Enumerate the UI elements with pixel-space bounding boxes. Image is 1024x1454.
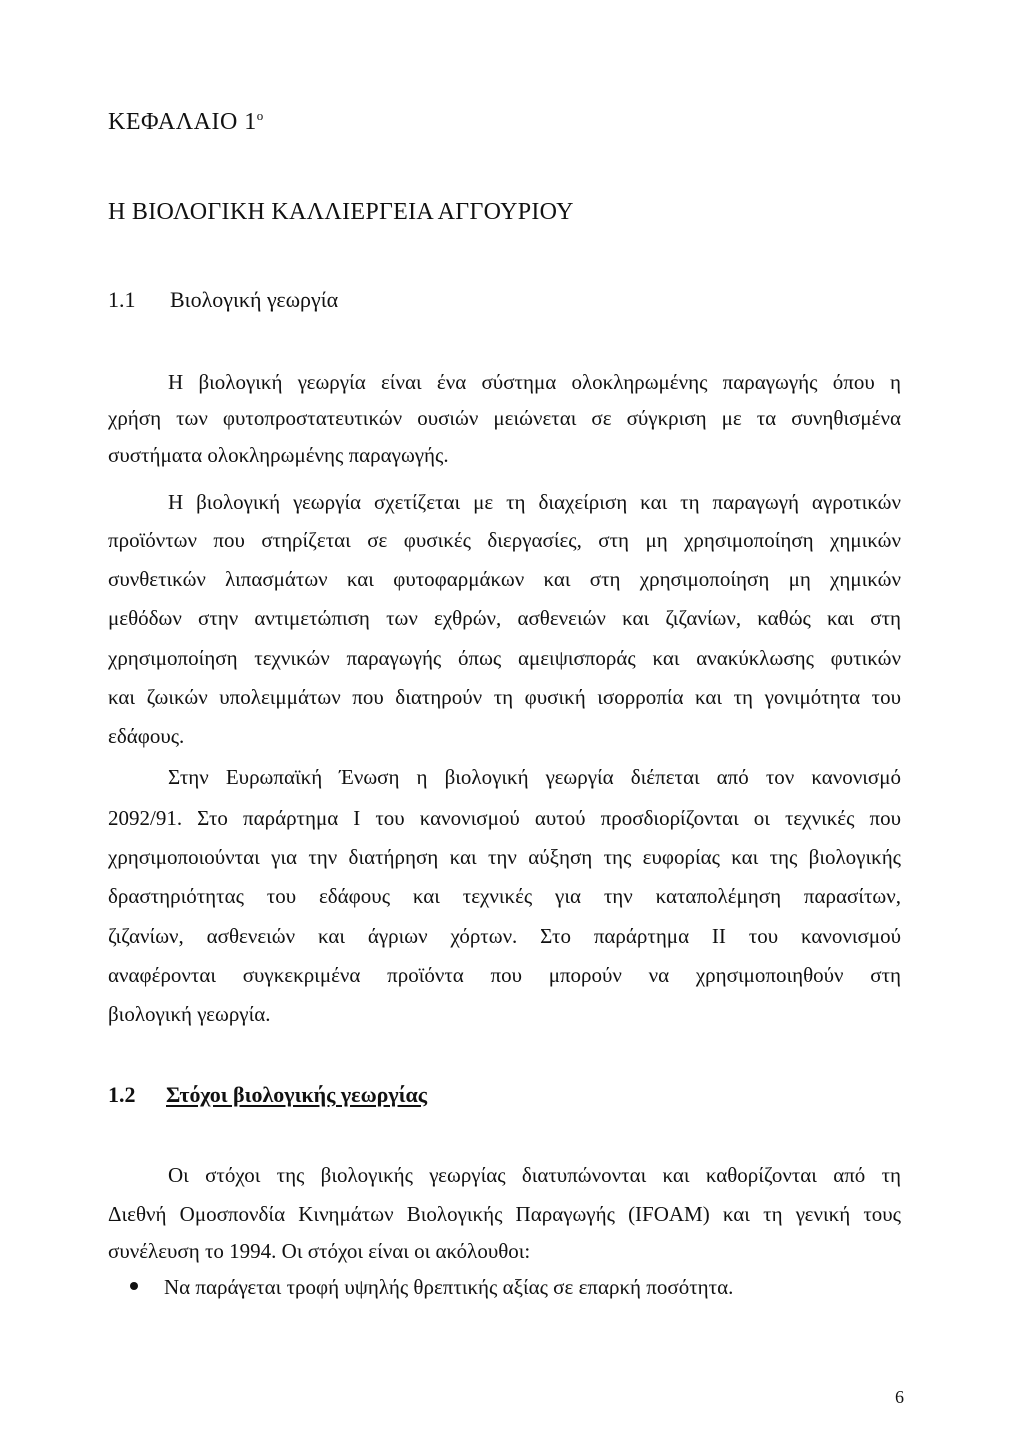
chapter-title: Η ΒΙΟΛΟΓΙΚΗ ΚΑΛΛΙΕΡΓΕΙΑ ΑΓΓΟΥΡΙΟΥ — [108, 199, 574, 225]
section-2-heading — [108, 1082, 427, 1108]
paragraph-line: χρησιμοποίηση τεχνικών παραγωγής όπως αμειψισποράς και ανακύκλωσης φυτικών — [108, 646, 901, 670]
paragraph-line: χρήση των φυτοπροστατευτικών ουσιών μειώνεται σε σύγκριση με τα συνηθισμένα — [108, 406, 901, 430]
bullet-item: Να παράγεται τροφή υψηλής θρεπτικής αξίας σε επαρκή ποσότητα. — [164, 1275, 734, 1299]
paragraph-line: δραστηριότητας του εδάφους και τεχνικές για την καταπολέμηση παρασίτων, — [108, 884, 901, 908]
paragraph-line: Οι στόχοι της βιολογικής γεωργίας διατυπώνονται και καθορίζονται από τη — [168, 1163, 901, 1187]
page-number: 6 — [895, 1387, 904, 1407]
paragraph-line: Η βιολογική γεωργία σχετίζεται με τη διαχείριση και τη παραγωγή αγροτικών — [168, 490, 901, 514]
paragraph-line: συστήματα ολοκληρωμένης παραγωγής. — [108, 443, 449, 467]
section-number: 1.2 — [108, 1082, 136, 1107]
paragraph-line: χρησιμοποιούνται για την διατήρηση και την αύξηση της ευφορίας και της βιολογικής — [108, 845, 901, 869]
section-number: 1.1 — [108, 287, 136, 312]
section-title: Στόχοι βιολογικής γεωργίας — [166, 1082, 428, 1107]
paragraph-line: προϊόντων που στηρίζεται σε φυσικές διεργασίες, στη μη χρησιμοποίηση χημικών — [108, 528, 901, 552]
paragraph-line: Διεθνή Ομοσπονδία Κινημάτων Βιολογικής Παραγωγής (IFOAM) και τη γενική τους — [108, 1202, 901, 1226]
section-title: Βιολογική γεωργία — [170, 287, 339, 312]
paragraph-line: συνέλευση το 1994. Οι στόχοι είναι οι ακόλουθοι: — [108, 1239, 531, 1263]
paragraph-line: εδάφους. — [108, 724, 185, 748]
chapter-label: ΚΕΦΑΛΑΙΟ $1^o$ — [108, 108, 264, 135]
section-1-heading — [108, 287, 338, 313]
paragraph-line: Στην Ευρωπαϊκή Ένωση η βιολογική γεωργία διέπεται από τον κανονισμό — [168, 765, 901, 789]
paragraph-line: 2092/91. Στο παράρτημα I του κανονισμού αυτού προσδιορίζονται οι τεχνικές που — [108, 806, 901, 830]
paragraph-line: συνθετικών λιπασμάτων και φυτοφαρμάκων και στη χρησιμοποίηση μη χημικών — [108, 567, 901, 591]
paragraph-line: βιολογική γεωργία. — [108, 1002, 271, 1026]
paragraph-line: μεθόδων στην αντιμετώπιση των εχθρών, ασθενειών και ζιζανίων, καθώς και στη — [108, 606, 901, 630]
bullet-icon — [130, 1282, 138, 1290]
paragraph-line: αναφέρονται συγκεκριμένα προϊόντα που μπορούν να χρησιμοποιηθούν στη — [108, 963, 901, 987]
paragraph-line: Η βιολογική γεωργία είναι ένα σύστημα ολοκληρωμένης παραγωγής όπου η — [168, 370, 901, 394]
paragraph-line: ζιζανίων, ασθενειών και άγριων χόρτων. Στο παράρτημα II του κανονισμού — [108, 924, 901, 948]
paragraph-line: και ζωικών υπολειμμάτων που διατηρούν τη φυσική ισορροπία και τη γονιμότητα του — [108, 685, 901, 709]
